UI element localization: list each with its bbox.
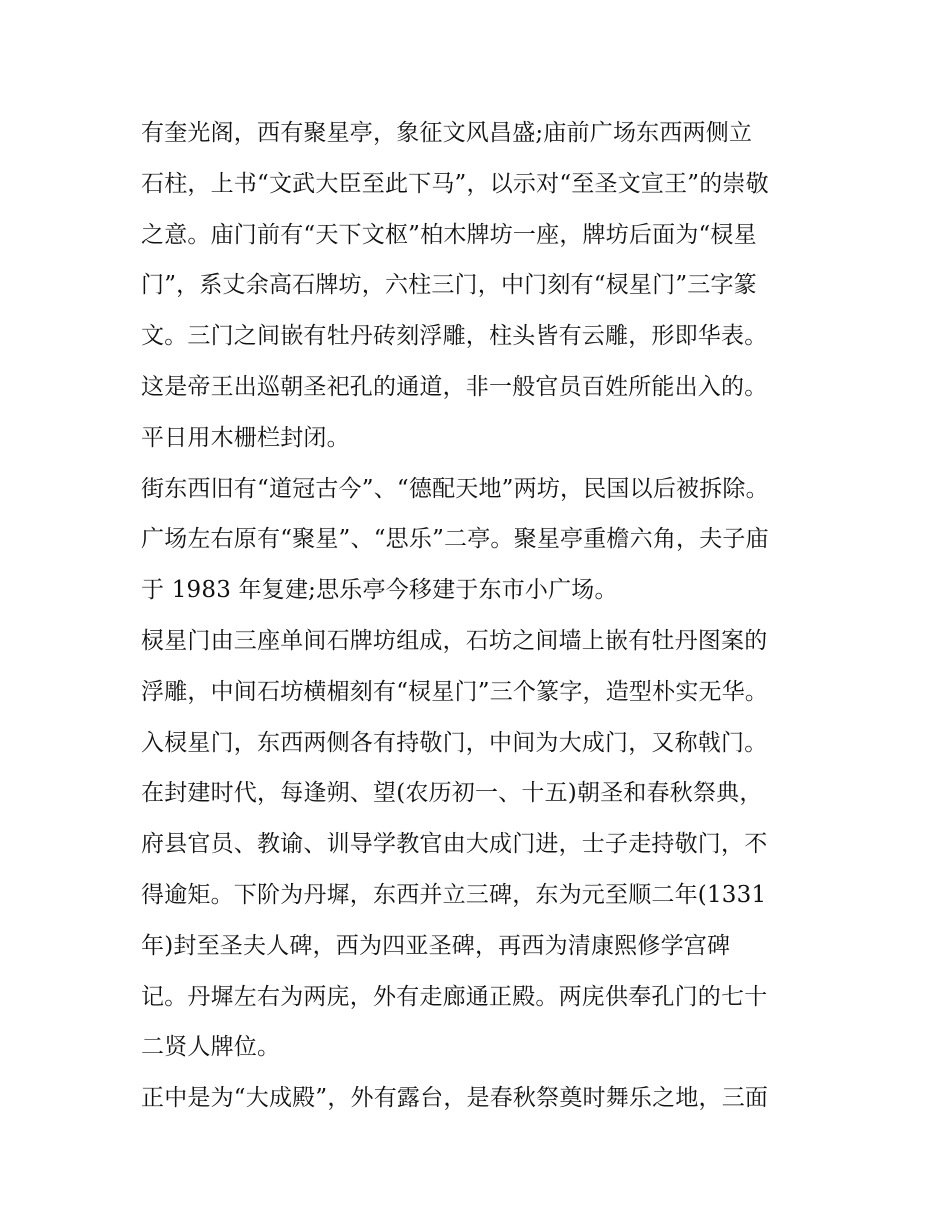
text-line: 二贤人牌位。 (141, 1034, 281, 1061)
text-line: 年)封至圣夫人碑，西为四亚圣碑，再西为清康熙修学宫碑 (141, 932, 731, 959)
text-line: 棂星门由三座单间石牌坊组成，石坊之间墙上嵌有牡丹图案的 (141, 627, 768, 654)
text-line: 于 1983 年复建;思乐亭今移建于东市小广场。 (141, 577, 618, 604)
text-line: 府县官员、教谕、训导学教官由大成门进，士子走持敬门，不 (141, 831, 768, 858)
text-line: 文。三门之间嵌有牡丹砖刻浮雕，柱头皆有云雕，形即华表。 (141, 323, 768, 350)
text-line: 广场左右原有“聚星”、“思乐”二亭。聚星亭重檐六角，夫子庙 (141, 526, 769, 553)
text-line: 正中是为“大成殿”，外有露台，是春秋祭奠时舞乐之地，三面 (141, 1085, 769, 1112)
text-line: 石柱，上书“文武大臣至此下马”，以示对“至圣文宣王”的崇敬 (141, 170, 769, 197)
text-line: 记。丹墀左右为两庑，外有走廊通正殿。两庑供奉孔门的七十 (141, 983, 768, 1010)
text-line: 在封建时代，每逢朔、望(农历初一、十五)朝圣和春秋祭典， (141, 780, 763, 807)
text-line: 平日用木栅栏封闭。 (141, 424, 350, 451)
text-line: 街东西旧有“道冠古今”、“德配天地”两坊，民国以后被拆除。 (141, 475, 769, 502)
text-line: 浮雕，中间石坊横楣刻有“棂星门”三个篆字，造型朴实无华。 (141, 678, 769, 705)
text-line: 之意。庙门前有“天下文枢”柏木牌坊一座，牌坊后面为“棂星 (141, 221, 757, 248)
text-line: 入棂星门，东西两侧各有持敬门，中间为大成门，又称戟门。 (141, 729, 768, 756)
body-text (141, 108, 821, 1124)
text-line: 这是帝王出巡朝圣祀孔的通道，非一般官员百姓所能出入的。 (141, 373, 768, 400)
text-line: 门”，系丈余高石牌坊，六柱三门，中门刻有“棂星门”三字篆 (141, 272, 757, 299)
text-line: 得逾矩。下阶为丹墀，东西并立三碑，东为元至顺二年(1331 (141, 881, 767, 908)
text-line: 有奎光阁，西有聚星亭，象征文风昌盛;庙前广场东西两侧立 (141, 120, 753, 146)
